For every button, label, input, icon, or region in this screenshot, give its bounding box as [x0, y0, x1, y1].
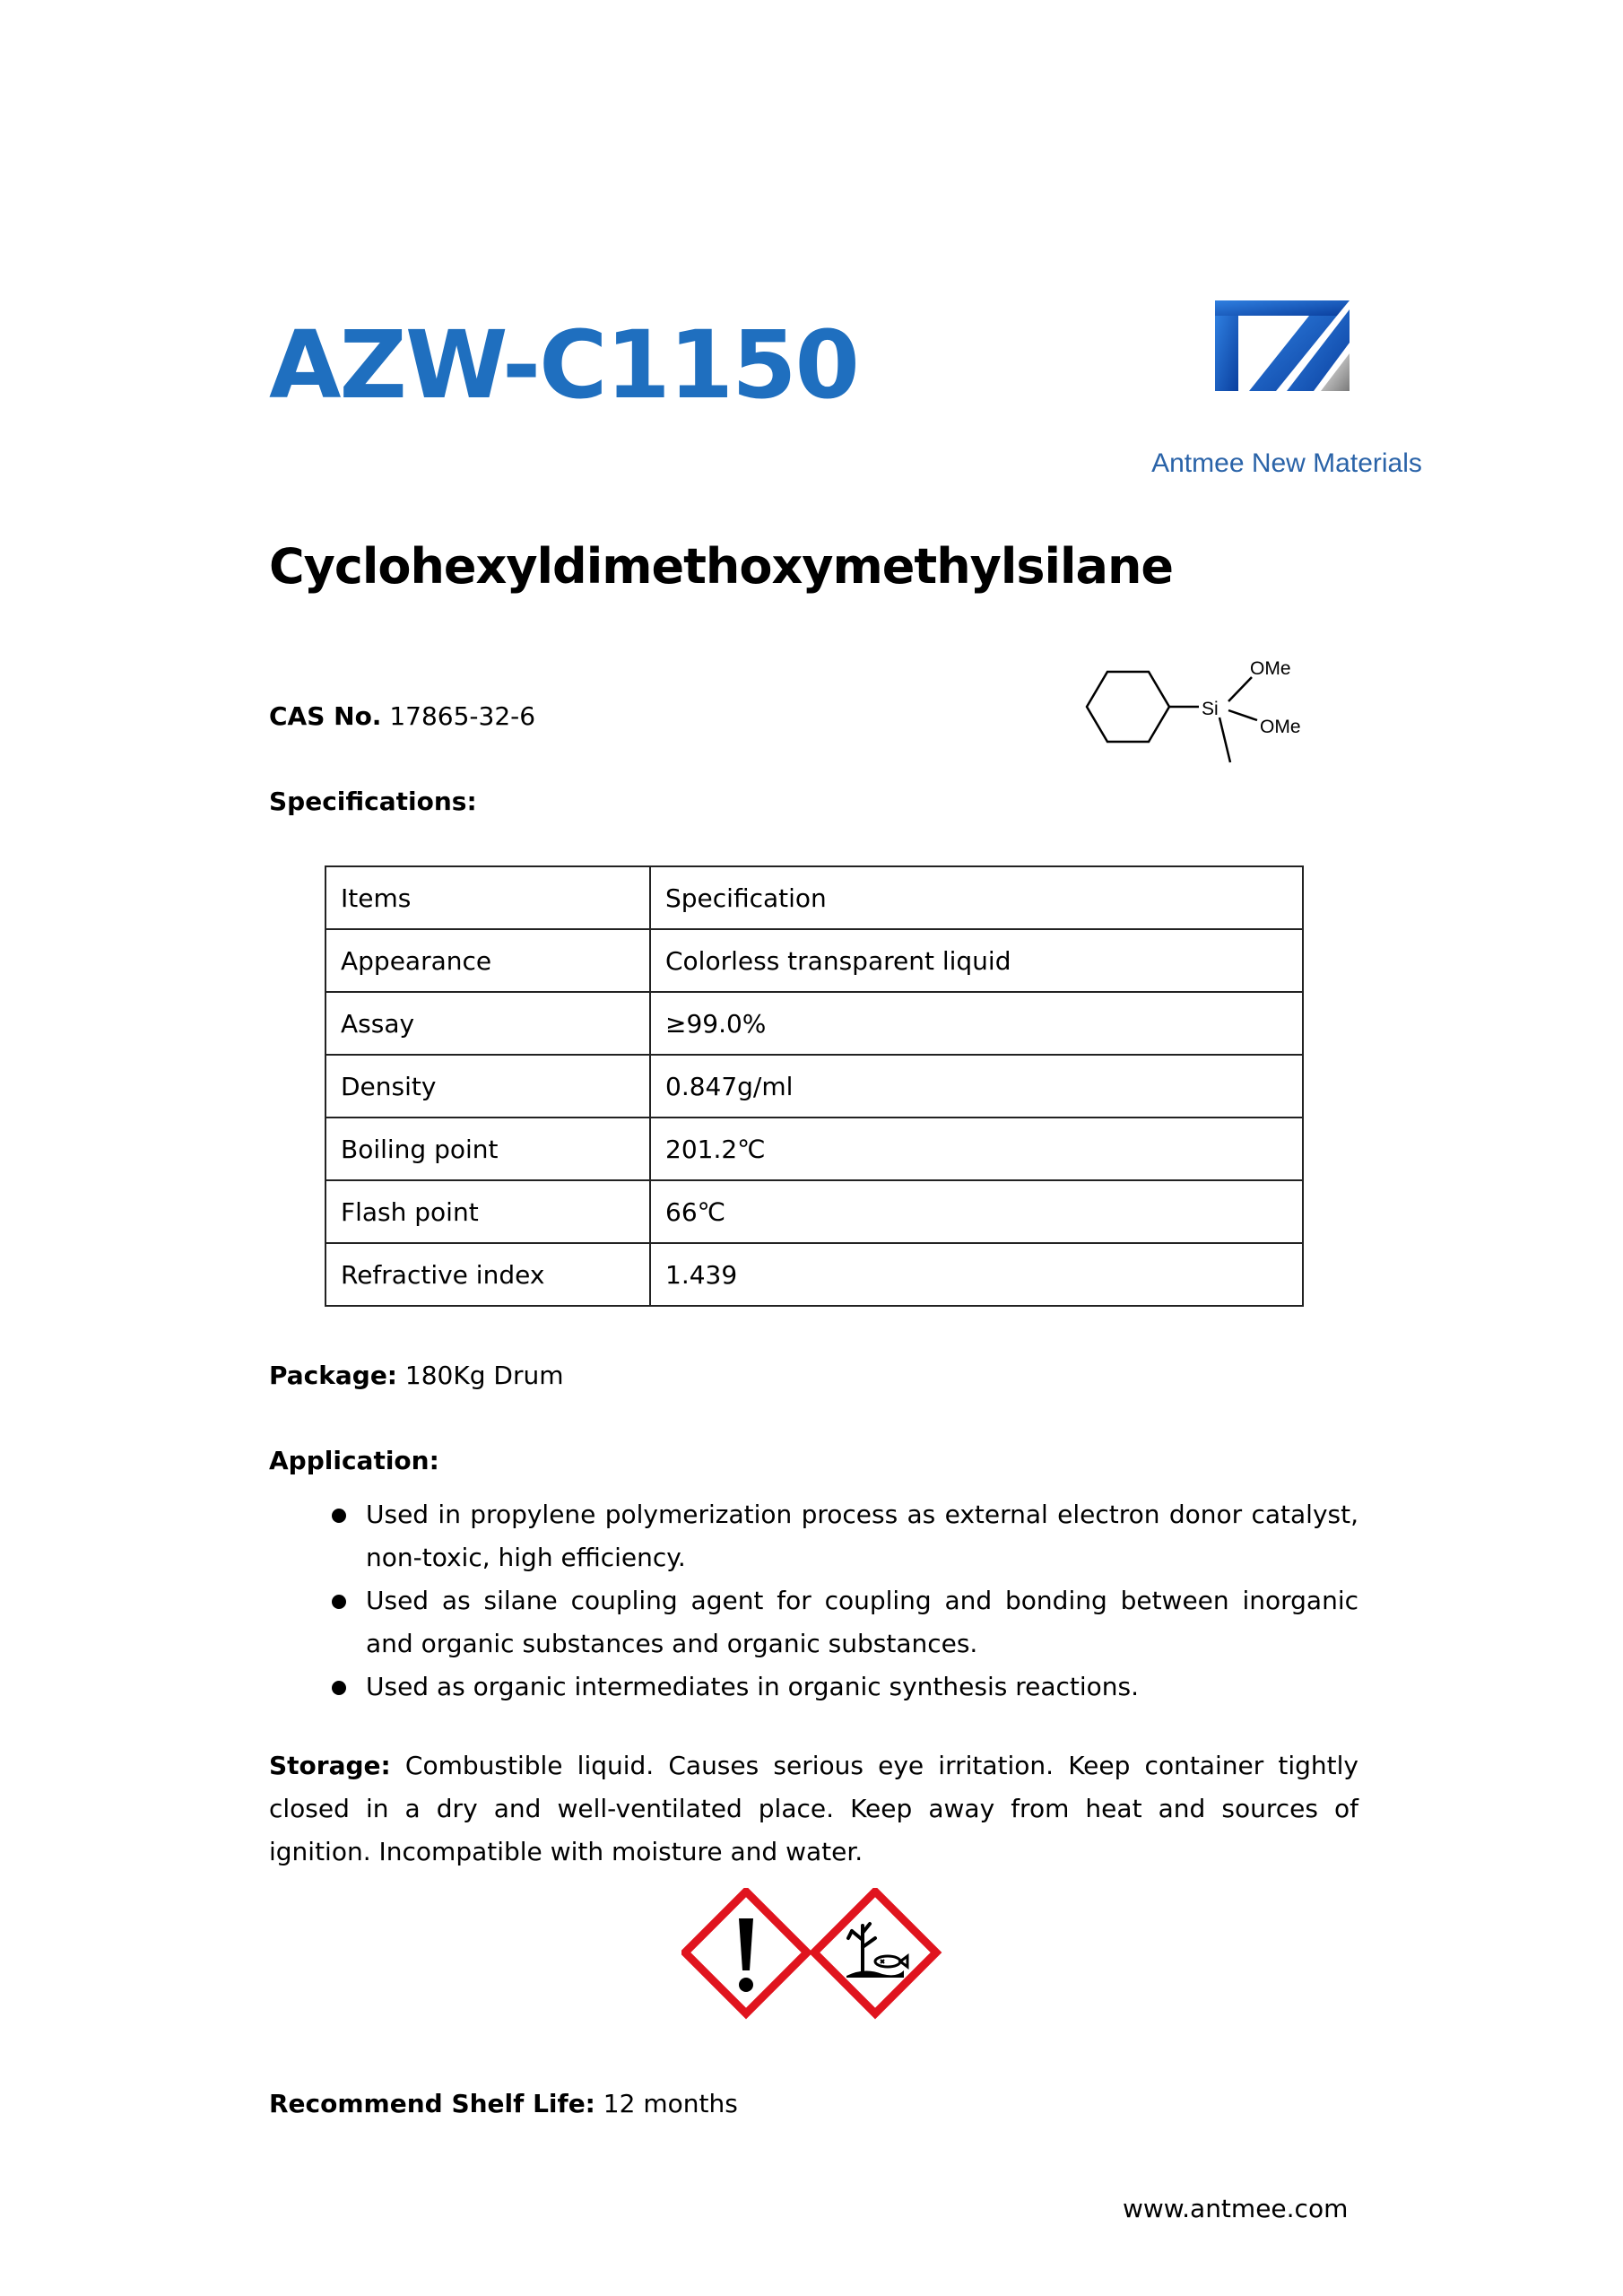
compound-name: Cyclohexyldimethoxymethylsilane	[269, 538, 1174, 595]
footer-url: www.antmee.com	[1123, 2194, 1349, 2223]
bullet-icon	[332, 1595, 346, 1609]
table-header-cell: Specification	[650, 866, 1303, 929]
specifications-table	[325, 865, 1304, 1307]
structure-ome-top-label: OMe	[1250, 658, 1291, 679]
table-cell-item: Appearance	[325, 929, 650, 992]
specifications-heading: Specifications:	[269, 787, 477, 816]
table-cell-spec: 0.847g/ml	[650, 1055, 1303, 1118]
shelf-life-label: Recommend Shelf Life:	[269, 2089, 595, 2118]
storage-text: Combustible liquid. Causes serious eye irritation. Keep container tightly closed in a dry and well-ventilated place. Keep away from heat and sources of ignition. Incompatible with moisture and water.	[269, 1751, 1358, 1866]
table-cell-spec: 66℃	[650, 1180, 1303, 1243]
table-row	[325, 992, 1303, 1055]
shelf-life-line	[269, 2089, 738, 2118]
environment-hazard-icon	[814, 1892, 936, 2013]
cas-line	[269, 701, 536, 731]
exclamation-mark-icon	[685, 1892, 807, 2013]
application-list	[269, 1493, 1358, 1709]
application-heading: Application:	[269, 1446, 439, 1475]
table-row	[325, 929, 1303, 992]
chemical-structure	[1067, 646, 1390, 780]
logo-caption: Antmee New Materials	[1151, 448, 1422, 478]
structure-si-label: Si	[1202, 699, 1219, 719]
table-cell-item: Assay	[325, 992, 650, 1055]
logo-mark-icon	[1125, 260, 1448, 457]
list-item: Used as silane coupling agent for coupling and bonding between inorganic and organic substances and organic substances.	[269, 1579, 1358, 1665]
storage-label: Storage:	[269, 1751, 391, 1780]
shelf-life-value: 12 months	[603, 2089, 738, 2118]
table-cell-item: Flash point	[325, 1180, 650, 1243]
bullet-icon	[332, 1509, 346, 1523]
structure-ome-right-label: OMe	[1260, 717, 1301, 737]
table-cell-spec: 201.2℃	[650, 1118, 1303, 1180]
bullet-icon	[332, 1681, 346, 1695]
cas-label: CAS No.	[269, 701, 382, 731]
package-line	[269, 1363, 564, 1388]
package-label: Package:	[269, 1361, 398, 1390]
table-row	[325, 1055, 1303, 1118]
table-cell-item: Boiling point	[325, 1118, 650, 1180]
product-code: AZW-C1150	[269, 310, 858, 420]
table-row	[325, 1118, 1303, 1180]
table-cell-item: Refractive index	[325, 1243, 650, 1306]
table-cell-spec: Colorless transparent liquid	[650, 929, 1303, 992]
table-row	[325, 1180, 1303, 1243]
table-cell-spec: ≥99.0%	[650, 992, 1303, 1055]
table-header-cell: Items	[325, 866, 650, 929]
table-cell-spec: 1.439	[650, 1243, 1303, 1306]
storage-paragraph	[269, 1744, 1358, 1874]
hazard-pictograms	[681, 1888, 950, 2022]
list-item: Used in propylene polymerization process as external electron donor catalyst, non-toxic, high efficiency.	[269, 1493, 1358, 1579]
list-item: Used as organic intermediates in organic synthesis reactions.	[269, 1665, 1358, 1709]
table-header-row	[325, 866, 1303, 929]
cas-value: 17865-32-6	[389, 701, 536, 731]
table-cell-item: Density	[325, 1055, 650, 1118]
package-value: 180Kg Drum	[404, 1361, 564, 1390]
table-row	[325, 1243, 1303, 1306]
